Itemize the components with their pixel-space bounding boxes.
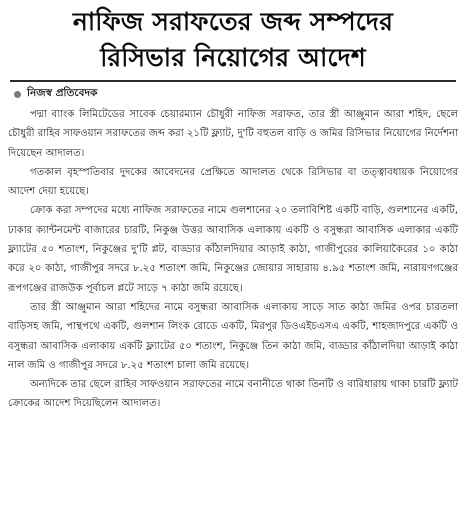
headline-line-2: রিসিভার নিয়োগের আদেশ bbox=[100, 43, 366, 72]
headline-line-1: নাফিজ সরাফতের জব্দ সম্পদের bbox=[72, 7, 394, 36]
paragraph: পদ্মা ব্যাংক লিমিটেডের সাবেক চেয়ারম্যান চৌধুরী নাফিজ সরাফত, তার স্ত্রী আঞ্জুমান আরা শহিদ, ছেলে চৌধুরী রাহিব সাফওয়ান সরাফতের জব্দ করা ২১টি ফ্ল্যাট, দু'টি বহুতল বাড়ি ও জমির রিসিভার নিয়োগের নির্দেশনা দিয়েছেন আদালত। bbox=[8, 109, 458, 159]
paragraph: গতকাল বৃহস্পতিবার দুদকের আবেদনের প্রেক্ষিতে আদালত থেকে রিসিভার বা তত্ত্বাবধায়ক নিয়োগের আদেশ দেয়া হয়েছে। bbox=[8, 166, 458, 198]
paragraph: অন্যদিকে তার ছেলে রাহিব সাফওয়ান সরাফতের নামে বনানীতে থাকা তিনটি ও বারিধারায় থাকা চারটি ফ্ল্যাট ক্রোকের আদেশ দিয়েছিলেন আদালত। bbox=[8, 379, 458, 410]
headline-divider bbox=[10, 80, 456, 82]
paragraph: ক্রোক করা সম্পদের মধ্যে নাফিজ সরাফতের নামে গুলশানের ২০ তলাবিশিষ্ট একটি বাড়ি, গুলশানের একটি, ঢাকার ক্যান্টনমেন্ট বাজারের চারটি, নিকুঞ্জ উত্তর আবাসিক এলাকায় একটি ও বসুন্ধরা আবাসিক এলাকার একটি ফ্ল্যাটের ৫০ শতাংশ, নিকুঞ্জের দু'টি প্লট, বাড্ডার কাঁঠালদিয়ার আড়াই কাঠা, গাজীপুরের কালিয়াকৈরের ১০ কাঠা করে ২০ কাঠা, গাজীপুর সদরে ৮.২৫ শতাংশ জমি, নিকুঞ্জের জোয়ার সাহারায় ৪.৯৫ শতাংশ জমি, নারায়ণগঞ্জের রূপগঞ্জের রাজউক পূর্বাচল প্লটে সাড়ে ৭ কাঠা জমি রয়েছে। bbox=[8, 205, 458, 294]
headline bbox=[8, 4, 458, 76]
byline-text: নিজস্ব প্রতিবেদক bbox=[27, 86, 98, 99]
paragraph: তার স্ত্রী আঞ্জুমান আরা শহিদের নামে বসুন্ধরা আবাসিক এলাকায় সাড়ে সাত কাঠা জমির ওপর চারতলা বাড়িসহ জমি, পান্থপথে একটি, গুলশান লিংক রোডে একটি, মিরপুর ডিওএইচএসএ একটি, শাহজাদপুরে একটি ও বসুন্ধরা আবাসিক এলাকায় একটি ফ্ল্যাটের ৫০ শতাংশ, নিকুঞ্জে তিন কাঠা জমি, বাড্ডার কাঁঠালদিয়া আড়াই কাঠা নাল জমি ও গাজীপুর সদরে ৮.২৫ শতাংশ চালা জমি রয়েছে। bbox=[8, 301, 458, 371]
byline bbox=[14, 86, 458, 102]
article-body bbox=[8, 105, 458, 414]
bullet-icon bbox=[14, 91, 21, 98]
